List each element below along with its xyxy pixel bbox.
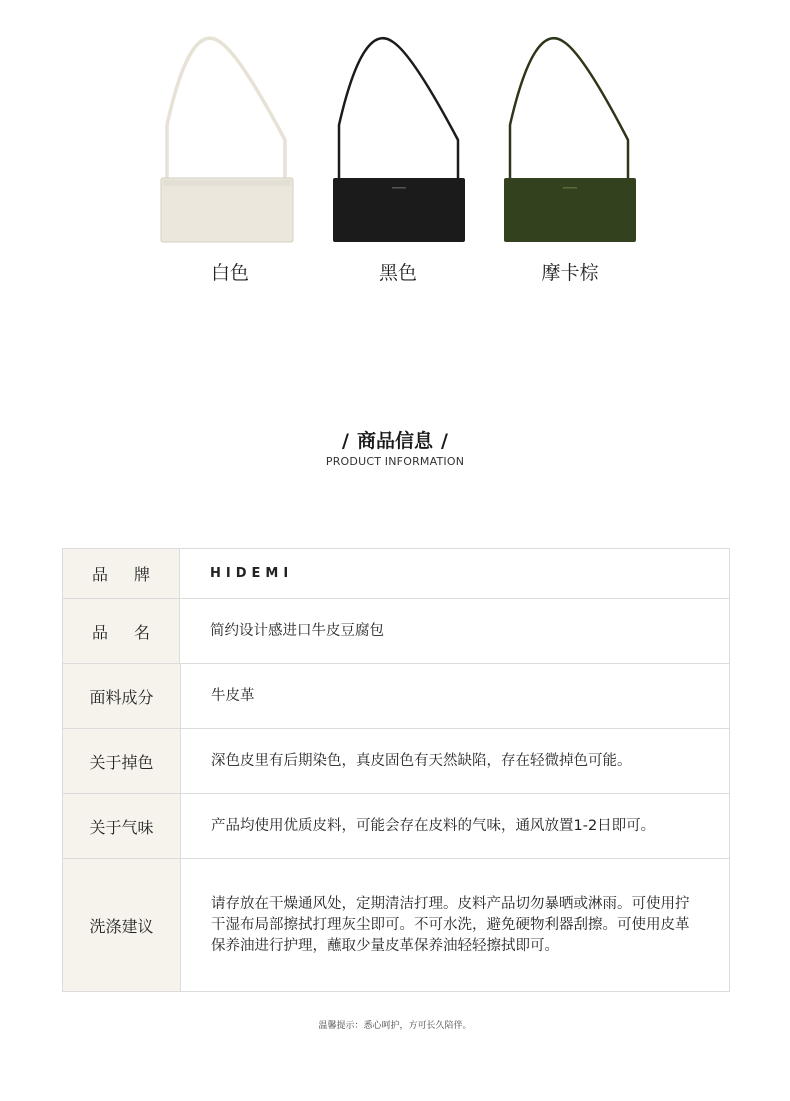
- variant-label: 摩卡棕: [541, 262, 599, 284]
- section-subtitle: PRODUCT INFORMATION: [325, 455, 465, 468]
- variant-black[interactable]: [318, 30, 478, 290]
- info-row-fading: [63, 729, 729, 794]
- info-key: 关于掉色: [63, 729, 181, 793]
- title-slash-left: /: [342, 430, 349, 452]
- info-row-material: [63, 664, 729, 729]
- color-variants: [0, 0, 790, 300]
- info-value: 简约设计感进口牛皮豆腐包: [210, 622, 384, 639]
- info-value-brand: HIDEMI: [210, 566, 294, 581]
- footer-note: 温馨提示：悉心呵护，方可长久陪伴。: [318, 1021, 472, 1031]
- info-key: 面料成分: [63, 664, 181, 728]
- info-value: 深色皮里有后期染色，真皮固色有天然缺陷，存在轻微掉色可能。: [211, 752, 632, 769]
- bag-image-mocha: [490, 30, 650, 250]
- section-title: [0, 426, 790, 453]
- title-slash-right: /: [441, 430, 448, 452]
- info-value: 请存放在干燥通风处，定期清洁打理。皮料产品切勿暴晒或淋雨。可使用拧干湿布局部擦拭打理灰尘即可。不可水洗，避免硬物利器刮擦。可使用皮革保养油进行护理，蘸取少量皮革保养油轻轻擦拭即可。: [211, 895, 690, 954]
- info-key: 品牌: [63, 549, 180, 598]
- info-value: 产品均使用优质皮料，可能会存在皮料的气味，通风放置1-2日即可。: [211, 817, 656, 834]
- info-row-care: [63, 859, 729, 991]
- info-key: 品名: [63, 599, 180, 663]
- info-key: 洗涤建议: [63, 859, 181, 991]
- info-row-odor: [63, 794, 729, 859]
- info-row-name: [63, 599, 729, 664]
- product-info-table: [62, 548, 730, 992]
- section-title-text: 商品信息: [356, 430, 433, 452]
- variant-label: 白色: [210, 262, 249, 284]
- bag-image-white: [150, 30, 310, 250]
- variant-white[interactable]: [150, 30, 310, 290]
- info-value: 牛皮革: [211, 687, 255, 704]
- bag-image-black: [318, 30, 478, 250]
- info-key: 关于气味: [63, 794, 181, 858]
- variant-mocha[interactable]: [490, 30, 650, 290]
- info-row-brand: [63, 549, 729, 599]
- variant-label: 黑色: [378, 262, 417, 284]
